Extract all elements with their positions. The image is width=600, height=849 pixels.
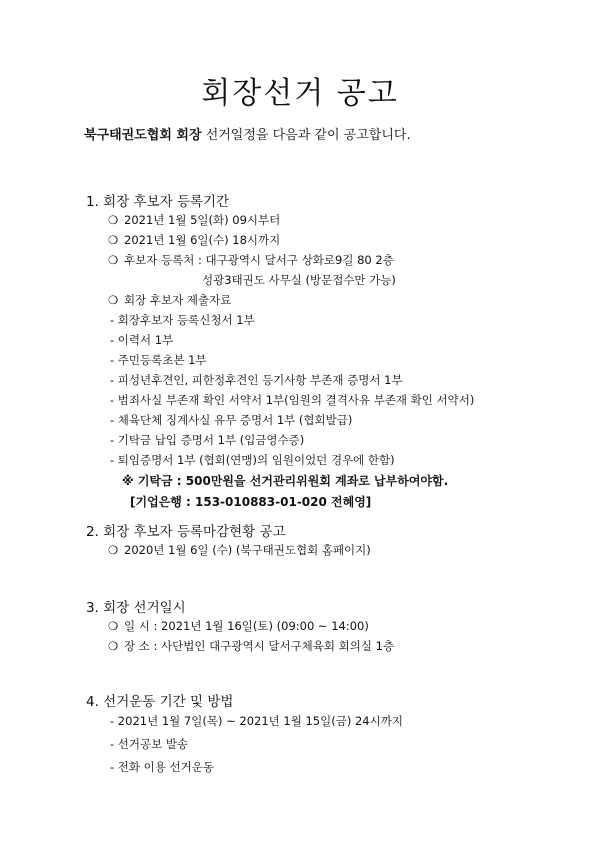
doc-item: - 이력서 1부 — [110, 333, 174, 347]
deposit-note: ※ 기탁금 : 500만원을 선거관리위원회 계좌로 납부하여야함. — [122, 474, 449, 488]
section3-item: ❍ 장 소 : 사단법인 대구광역시 달서구체육회 회의실 1층 — [108, 639, 395, 653]
doc-item: - 기탁금 납입 증명서 1부 (입금영수증) — [110, 433, 305, 447]
doc-item: - 피성년후견인, 피한정후견인 등기사항 부존재 증명서 1부 — [110, 373, 403, 387]
circle-bullet-icon: ❍ — [108, 619, 119, 633]
section4-item: - 선거공보 발송 — [110, 737, 189, 751]
section4-heading: 4. 선거운동 기간 및 방법 — [86, 694, 234, 710]
section1-item: ❍ 2021년 1월 5일(화) 09시부터 — [108, 213, 281, 227]
circle-bullet-icon: ❍ — [108, 213, 119, 227]
section2-item: ❍ 2020년 1월 6일 (수) (북구태권도협회 홈페이지) — [108, 543, 371, 557]
section4-item: - 2021년 1월 7일(목) ~ 2021년 1월 15일(금) 24시까지 — [110, 714, 403, 728]
doc-item: - 체육단체 징계사실 유무 증명서 1부 (협회발급) — [110, 413, 353, 427]
section1-item: ❍ 2021년 1월 6일(수) 18시까지 — [108, 233, 281, 247]
doc-item: - 주민등록초본 1부 — [110, 353, 207, 367]
circle-bullet-icon: ❍ — [108, 253, 119, 267]
doc-item: - 퇴임증명서 1부 (협회(연맹)의 임원이었던 경우에 한함) — [110, 453, 395, 467]
address-continuation: 성광3태권도 사무실 (방문접수만 가능) — [202, 273, 396, 287]
section3-heading: 3. 회장 선거일시 — [86, 600, 186, 616]
section4-item: - 전화 이용 선거운동 — [110, 760, 214, 774]
bank-account: [기업은행 : 153-010883-01-020 전혜영] — [130, 495, 372, 509]
circle-bullet-icon: ❍ — [108, 639, 119, 653]
section3-item: ❍ 일 시 : 2021년 1월 16일(토) (09:00 ~ 14:00) — [108, 619, 369, 633]
section1-heading: 1. 회장 후보자 등록기간 — [86, 194, 230, 210]
doc-item: - 회장후보자 등록신청서 1부 — [110, 313, 255, 327]
circle-bullet-icon: ❍ — [108, 233, 119, 247]
doc-item: - 범죄사실 부존재 확인 서약서 1부(임원의 결격사유 부존재 확인 서약서) — [110, 393, 475, 407]
section2-heading: 2. 회장 후보자 등록마감현황 공고 — [86, 524, 286, 540]
intro-text — [84, 124, 411, 143]
page-title: 회장선거 공고 — [201, 76, 399, 111]
section1-item: ❍ 후보자 등록처 : 대구광역시 달서구 상화로9길 80 2층 — [108, 253, 394, 267]
intro-bold: 북구태권도협회 회장 — [84, 128, 202, 143]
circle-bullet-icon: ❍ — [108, 293, 119, 307]
intro-rest: 선거일정을 다음과 같이 공고합니다. — [201, 128, 411, 143]
docs-heading: ❍ 회장 후보자 제출자료 — [108, 293, 232, 307]
circle-bullet-icon: ❍ — [108, 543, 119, 557]
